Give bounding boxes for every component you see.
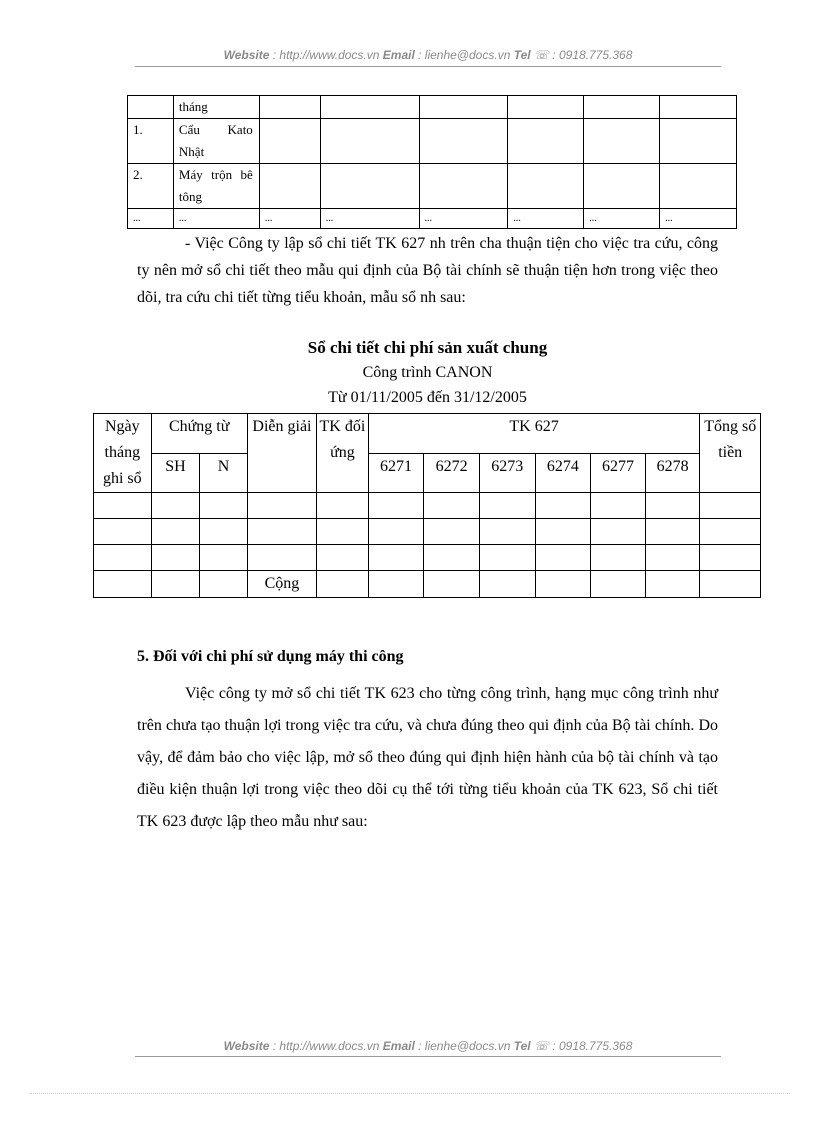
table-cell [419, 164, 508, 209]
email-address[interactable]: : lienhe@docs.vn [414, 1039, 514, 1053]
tel-label: Tel [513, 48, 531, 62]
table-cell: Cẩu Kato Nhật [173, 119, 259, 164]
table-cell [320, 96, 419, 119]
col-voucher-header: Chứng từ [151, 414, 247, 454]
table-row [128, 119, 737, 164]
table-row [128, 209, 737, 229]
total-label: Cộng [247, 571, 316, 598]
table-cell: ... [128, 209, 174, 229]
table-cell [259, 119, 320, 164]
table-row [128, 164, 737, 209]
footer-rule [135, 1056, 721, 1057]
table-cell [508, 164, 584, 209]
col-6274-header: 6274 [535, 453, 591, 493]
phone-icon: ☏ [533, 1039, 549, 1053]
col-tk627-header: TK 627 [368, 414, 700, 454]
email-label: Email [382, 1039, 415, 1053]
table-cell [259, 96, 320, 119]
ledger-total-row [94, 571, 761, 598]
email-label: Email [382, 48, 415, 62]
table-cell: ... [508, 209, 584, 229]
table-cell [584, 119, 660, 164]
table-row [94, 545, 761, 571]
section-heading: 5. Đối với chi phí sử dụng máy thi công [137, 648, 404, 665]
col-desc-header: Diễn giải [247, 414, 316, 493]
ledger-title: Sổ chi tiết chi phí sản xuất chung [307, 338, 548, 357]
col-6272-header: 6272 [424, 453, 480, 493]
paragraph-tk627: - Việc Công ty lập sổ chi tiết TK 627 nh trên cha thuận tiện cho việc tra cứu, công ty nên mở sổ chi tiết theo mẫu qui định của Bộ tài chính sẽ thuận tiện hơn trong việc theo dõi, tra cứu chi tiết từng tiểu khoản, mẫu sổ nh sau: [137, 235, 718, 306]
col-n-header: N [200, 453, 248, 493]
table-cell [419, 96, 508, 119]
table-cell [660, 119, 737, 164]
col-total-header: Tổng số tiền [700, 414, 761, 493]
table-cell: ... [660, 209, 737, 229]
table-row [94, 493, 761, 519]
tel-number: : 0918.775.368 [548, 48, 633, 62]
table-cell: ... [419, 209, 508, 229]
col-date-header: Ngày tháng ghi sổ [94, 414, 152, 493]
table-cell [660, 164, 737, 209]
table-cell [584, 96, 660, 119]
ledger-subheader-row [94, 453, 761, 493]
table-cell: 2. [128, 164, 174, 209]
website-url[interactable]: : http://www.docs.vn [269, 48, 383, 62]
tel-number: : 0918.775.368 [548, 1039, 633, 1053]
col-6271-header: 6271 [368, 453, 424, 493]
col-contra-header: TK đối ứng [317, 414, 369, 493]
table-cell [584, 164, 660, 209]
table-row [94, 519, 761, 545]
table-cell: ... [173, 209, 259, 229]
page-edge-divider [30, 1093, 790, 1094]
ledger-table [93, 413, 761, 598]
ledger-period: Từ 01/11/2005 đến 31/12/2005 [328, 389, 527, 406]
page-header [135, 48, 721, 62]
table-row [128, 96, 737, 119]
website-label: Website [223, 1039, 270, 1053]
email-address[interactable]: : lienhe@docs.vn [414, 48, 514, 62]
table-cell [320, 119, 419, 164]
ledger-header-row [94, 414, 761, 454]
table-cell [259, 164, 320, 209]
page-footer [135, 1039, 721, 1053]
col-6273-header: 6273 [479, 453, 535, 493]
ledger-subtitle: Công trình CANON [362, 364, 493, 381]
header-rule [135, 66, 721, 67]
col-6278-header: 6278 [645, 453, 700, 493]
table-cell [508, 96, 584, 119]
website-url[interactable]: : http://www.docs.vn [269, 1039, 383, 1053]
col-6277-header: 6277 [591, 453, 646, 493]
website-label: Website [223, 48, 270, 62]
table-cell: ... [259, 209, 320, 229]
tel-label: Tel [513, 1039, 531, 1053]
section-body: Việc công ty mở sổ chi tiết TK 623 cho từng công trình, hạng mục công trình như trên chưa tạo thuận lợi trong việc tra cứu, và chưa đúng theo qui định của Bộ tài chính. Do vậy, để đảm bảo cho việc lập, mở sổ theo đúng qui định hiện hành của bộ tài chính và tạo điều kiện thuận lợi trong việc theo dõi cụ thể tới từng tiểu khoản của TK 623, Sổ chi tiết TK 623 được lập theo mẫu như sau: [137, 685, 718, 830]
table-cell: tháng [173, 96, 259, 119]
equipment-table [127, 95, 737, 229]
table-cell [320, 164, 419, 209]
table-cell: Máy trộn bê tông [173, 164, 259, 209]
table-cell: 1. [128, 119, 174, 164]
table-cell: ... [320, 209, 419, 229]
phone-icon: ☏ [533, 48, 549, 62]
table-cell [660, 96, 737, 119]
col-sh-header: SH [151, 453, 200, 493]
table-cell [128, 96, 174, 119]
table-cell: ... [584, 209, 660, 229]
table-cell [419, 119, 508, 164]
table-cell [508, 119, 584, 164]
